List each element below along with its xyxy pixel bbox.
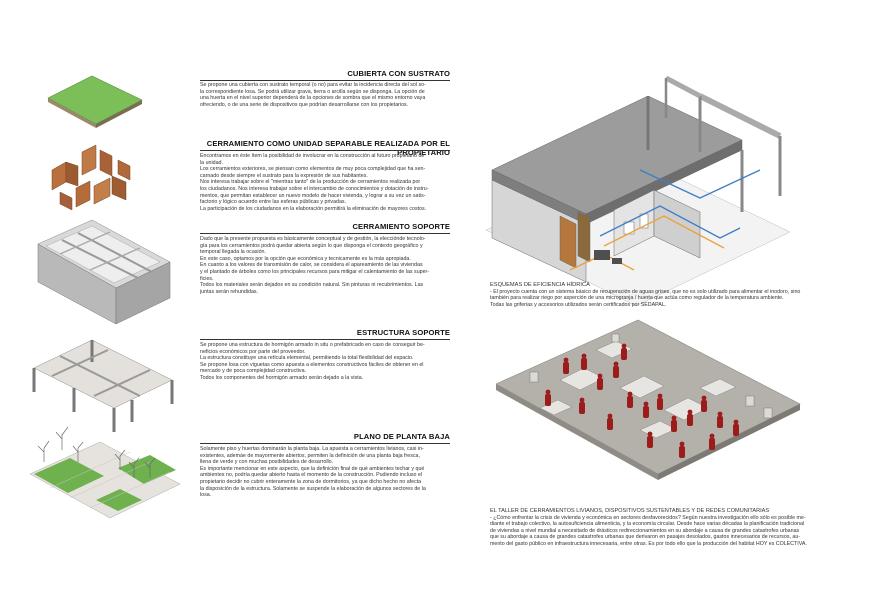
section-title-green-roof: CUBIERTA CON SUSTRATO: [347, 69, 450, 78]
text-line: la correspondiente losa. Se podrá utilizar grava, tierra o arcilla según se disponga. La opción de: [200, 88, 425, 95]
text-line: carnado desde siempre el sustrato para la expresión de sus habitantes.: [200, 172, 368, 179]
text-line: propietario decidir no cubrir enteramente la zona de dormitorios, ya que dicho hecho no afecta: [200, 478, 422, 485]
text-line: mento del gasto público en infraestructura innecesaria, entre otras. Es por todo ello que la producción del habitat HOY es COLECTIVA.: [490, 540, 807, 547]
text-line: Solamente piso y huertas dominarán la planta baja. La apuesta a cerramientos livianos, casi in-: [200, 446, 424, 452]
text-line: - El proyecto cuenta con un sistema básico de recuperación de aguas grises, que no es solo utilizado para alimentar el inodoro, sino: [490, 288, 801, 295]
text-line: y el plantado de árboles como los principales recursos para mitigar el calentamiento de las super-: [200, 268, 430, 275]
section-title-owner-enclosure: CERRAMIENTO COMO UNIDAD SEPARABLE REALIZADA POR EL PROPIETARIO: [206, 139, 450, 157]
text-line: Nos interesa trabajar sobre el "mientras tanto" de la producción de cerramientos realizada por: [200, 179, 421, 186]
text-line: Dado que la presente propuesta es básicamente conceptual y de gestión, la elecciónde tecnolo-: [200, 236, 426, 242]
text-line: La participación de los ciudadanos en la elaboración permitirá la eliminación de mayores costos.: [200, 205, 427, 212]
text-line: mentos, que permitan establecer un nuevo modelo de hacer vivienda, y lograr a su vez un satis-: [200, 192, 426, 199]
text-line: Se propone una cubierta con sustrato temporal (o no) para evitar la incidencia directa del sol so-: [200, 82, 426, 88]
text-line: Todos los componentes del hormigón armado serán dejado a la vista.: [200, 374, 364, 381]
text-line: llena de verde y con muchas posibilidades de desarrollo.: [200, 459, 334, 466]
text-line: también para realizar riego por asperción de una microgranja / huerta que actúa como regulador de la temperatura ambiente.: [490, 295, 784, 302]
section-title-support-enclosure: CERRAMIENTO SOPORTE: [352, 222, 450, 231]
text-line: Todos los materiales serán dejados en su condición natural. Sin pinturas ni recubrimientos. Las: [200, 282, 424, 289]
text-line: existentes, ademáe de mayormente abiertos, permiten la definición de una planta baja fresca,: [200, 452, 420, 459]
text-line: juntas serán rehundidas.: [200, 288, 259, 295]
text-line: ofreciendo, o de una serie de dispositivos que podrían desarrollarse con los propietarios.: [200, 101, 409, 108]
text-line: Todas las griferias y accesorios utilizados serán certificados por SEDAPAL.: [490, 301, 667, 308]
text-line: factorio y lógico acuerdo entre las esferas públicas y privadas.: [200, 199, 347, 206]
text-line: ficies.: [200, 275, 214, 282]
text-line: - ¿Cómo enfrentar la crisis de vivienda y económica en sectores desfavorecidos? Según nuestra investigación ello sólo es posible me-: [490, 514, 806, 521]
workshop-text: [490, 508, 870, 548]
text-line: Encontramos en éste ítem la posibilidad de involucrar en la construcción al futuro propietario de: [200, 153, 425, 159]
text-line: la disposición de la estructura. Solamente se suspende la elaboración de algunos sectores de la: [200, 485, 426, 492]
text-line: mercado y de poca complejidad constructiva.: [200, 368, 306, 375]
text-line: una huerta en el nivel superior dependerá de la opciones de sombra que el mismo entorno vaya: [200, 95, 426, 102]
text-line: que su abordaje a causa de grandes catastrofes urbanas que derivaron en pasajes desolados, gastos innecesarios de recursos, au-: [490, 534, 801, 541]
hydric-scheme-title: ESQUEMAS DE EFICIENCIA HÍDRICA: [490, 282, 590, 288]
text-line: ambientes no, podría quedar abierto hasta el momento de la construcción. Pudiendo incluso el: [200, 472, 423, 479]
text-line: la unidad.: [200, 159, 223, 166]
text-line: neficios económicos por parte del proveedor.: [200, 348, 306, 355]
text-line: Los cerramientos exteriores, se piensan como elementos de muy poca complejidad que ha sen-: [200, 166, 426, 173]
text-line: diante el trabajo colectivo, la autosuficiencia alimenticia, y la economía circular. Desde hace varias décadas la planificación tradicional: [490, 521, 805, 528]
text-line: losa.: [200, 492, 212, 499]
text-line: Es importante mencionar en este aspecto, que la definición final de qué ambientes techar y qué: [200, 465, 425, 472]
text-line: Se propone una estructura de hormigón armado in situ o prefabricado en caso de conseguir be-: [200, 342, 425, 348]
text-line: La estructura constituye una retícula elemental, permitiendo la total flexibilidad del espacio.: [200, 355, 414, 362]
workshop-title: EL TALLER DE CERRAMIENTOS LIVIANOS, DISPOSITIVOS SUSTENTABLES Y DE REDES COMUNITARIAS: [490, 508, 770, 514]
text-line: de viviendas a nivel mundial a necesitado de drásticos redireccionamientos en su abordaje a causa de grandes catastrofes urbanas: [490, 527, 800, 534]
text-line: los ciudadanos. Nos interesa trabajar sobre el intercambio de conocimientos y dotación de instru-: [200, 185, 429, 192]
text-line: Se propone losa con viguetas como apuesta a elementos constructivos fáciles de obtener en el: [200, 361, 424, 368]
text-line: temporal llegada la ocasión.: [200, 249, 266, 256]
text-line: En cuanto a los valores de transmisión de calor, se considera el apareamiento de las viviendas: [200, 262, 423, 269]
workshop-floor: [496, 320, 800, 480]
text-line: gía para los cerramientos podrá quedar abierta según lo que disponga el contexto geográfico y: [200, 242, 423, 249]
section-title-ground-floor: PLANO DE PLANTA BAJA: [353, 432, 450, 441]
section-title-structure: ESTRUCTURA SOPORTE: [356, 328, 450, 337]
text-line: En este caso, optamos por la opción que económica y tecnicamente es la más apropiada.: [200, 255, 411, 262]
